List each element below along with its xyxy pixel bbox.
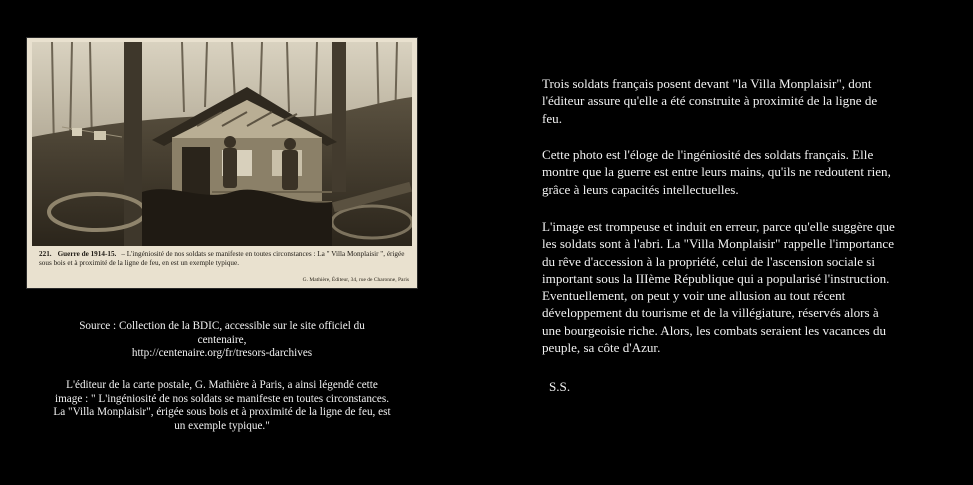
signature: S.S. <box>549 379 571 394</box>
paragraph-2 <box>542 146 968 198</box>
postcard-caption <box>39 250 407 268</box>
postcard-publisher: G. Mathière, Éditeur, 34, rue de Charonne, Paris <box>302 277 409 283</box>
paragraph-line: L'image est trompeuse et induit en erreur, parce qu'elle suggère que <box>542 219 895 234</box>
paragraph-line: Cette photo est l'éloge de l'ingéniosité des soldats français. Elle <box>542 147 874 162</box>
editor-line: image : " L'ingéniosité de nos soldats se manifeste en toutes circonstances. <box>54 392 390 405</box>
paragraph-line: les soldats sont à l'abri. La "Villa Monplaisir" rappelle l'importance <box>542 236 895 252</box>
paragraph-line: développement du tourisme et de la villégiature, réservés alors à <box>542 305 879 321</box>
paragraph-line: montre que la guerre est entre leurs mains, qu'ils ne redoutent rien, <box>542 164 891 180</box>
paragraph-line: peuple, sa côte d'Azur. <box>542 340 661 356</box>
paragraph-line: du rêve d'accession à la propriété, celui de l'ascension sociale si <box>542 253 876 269</box>
postcard-photo <box>32 42 412 246</box>
postcard-war-label: Guerre de 1914-15. <box>57 250 117 258</box>
source-url: http://centenaire.org/fr/tresors-darchives <box>131 347 313 360</box>
source-line: centenaire, <box>197 333 247 346</box>
editor-line: La "Villa Monplaisir", érigée sous bois et à proximité de la ligne de feu, est <box>53 406 391 419</box>
paragraph-3 <box>542 218 968 356</box>
paragraph-line: l'éditeur assure qu'elle a été construite à proximité de la ligne de <box>542 93 878 109</box>
paragraph-line: une bourgeoisie riche. Alors, les combats seraient les vacances du <box>542 322 887 338</box>
paragraph-line: grâce à leurs capacités intellectuelles. <box>542 181 739 197</box>
postcard-number: 221. <box>39 250 52 258</box>
editor-caption-block <box>6 379 438 433</box>
postcard-caption-text: – L'ingéniosité de nos soldats se manifeste en toutes circonstances : La " Villa Monplaisir ", érigée sous bois et à proximité de la ligne de feu, en est un exemple typique. <box>39 250 405 267</box>
paragraph-1 <box>542 75 968 127</box>
source-line: Source : Collection de la BDIC, accessible sur le site officiel du <box>79 320 365 332</box>
paragraph-line: important sous la IIIème République qui a popularisé l'instruction. <box>542 270 890 286</box>
paragraph-line: Trois soldats français posent devant "la Villa Monplaisir", dont <box>542 76 872 91</box>
editor-line: L'éditeur de la carte postale, G. Mathière à Paris, a ainsi légendé cette <box>66 379 378 391</box>
forest-hut-illustration <box>32 42 412 246</box>
editor-line: un exemple typique." <box>174 419 270 432</box>
paragraph-line: Eventuellement, on peut y voir une allusion au tout récent <box>542 288 846 304</box>
paragraph-line: feu. <box>542 110 562 126</box>
source-block <box>6 320 438 361</box>
postcard-image <box>27 38 417 288</box>
